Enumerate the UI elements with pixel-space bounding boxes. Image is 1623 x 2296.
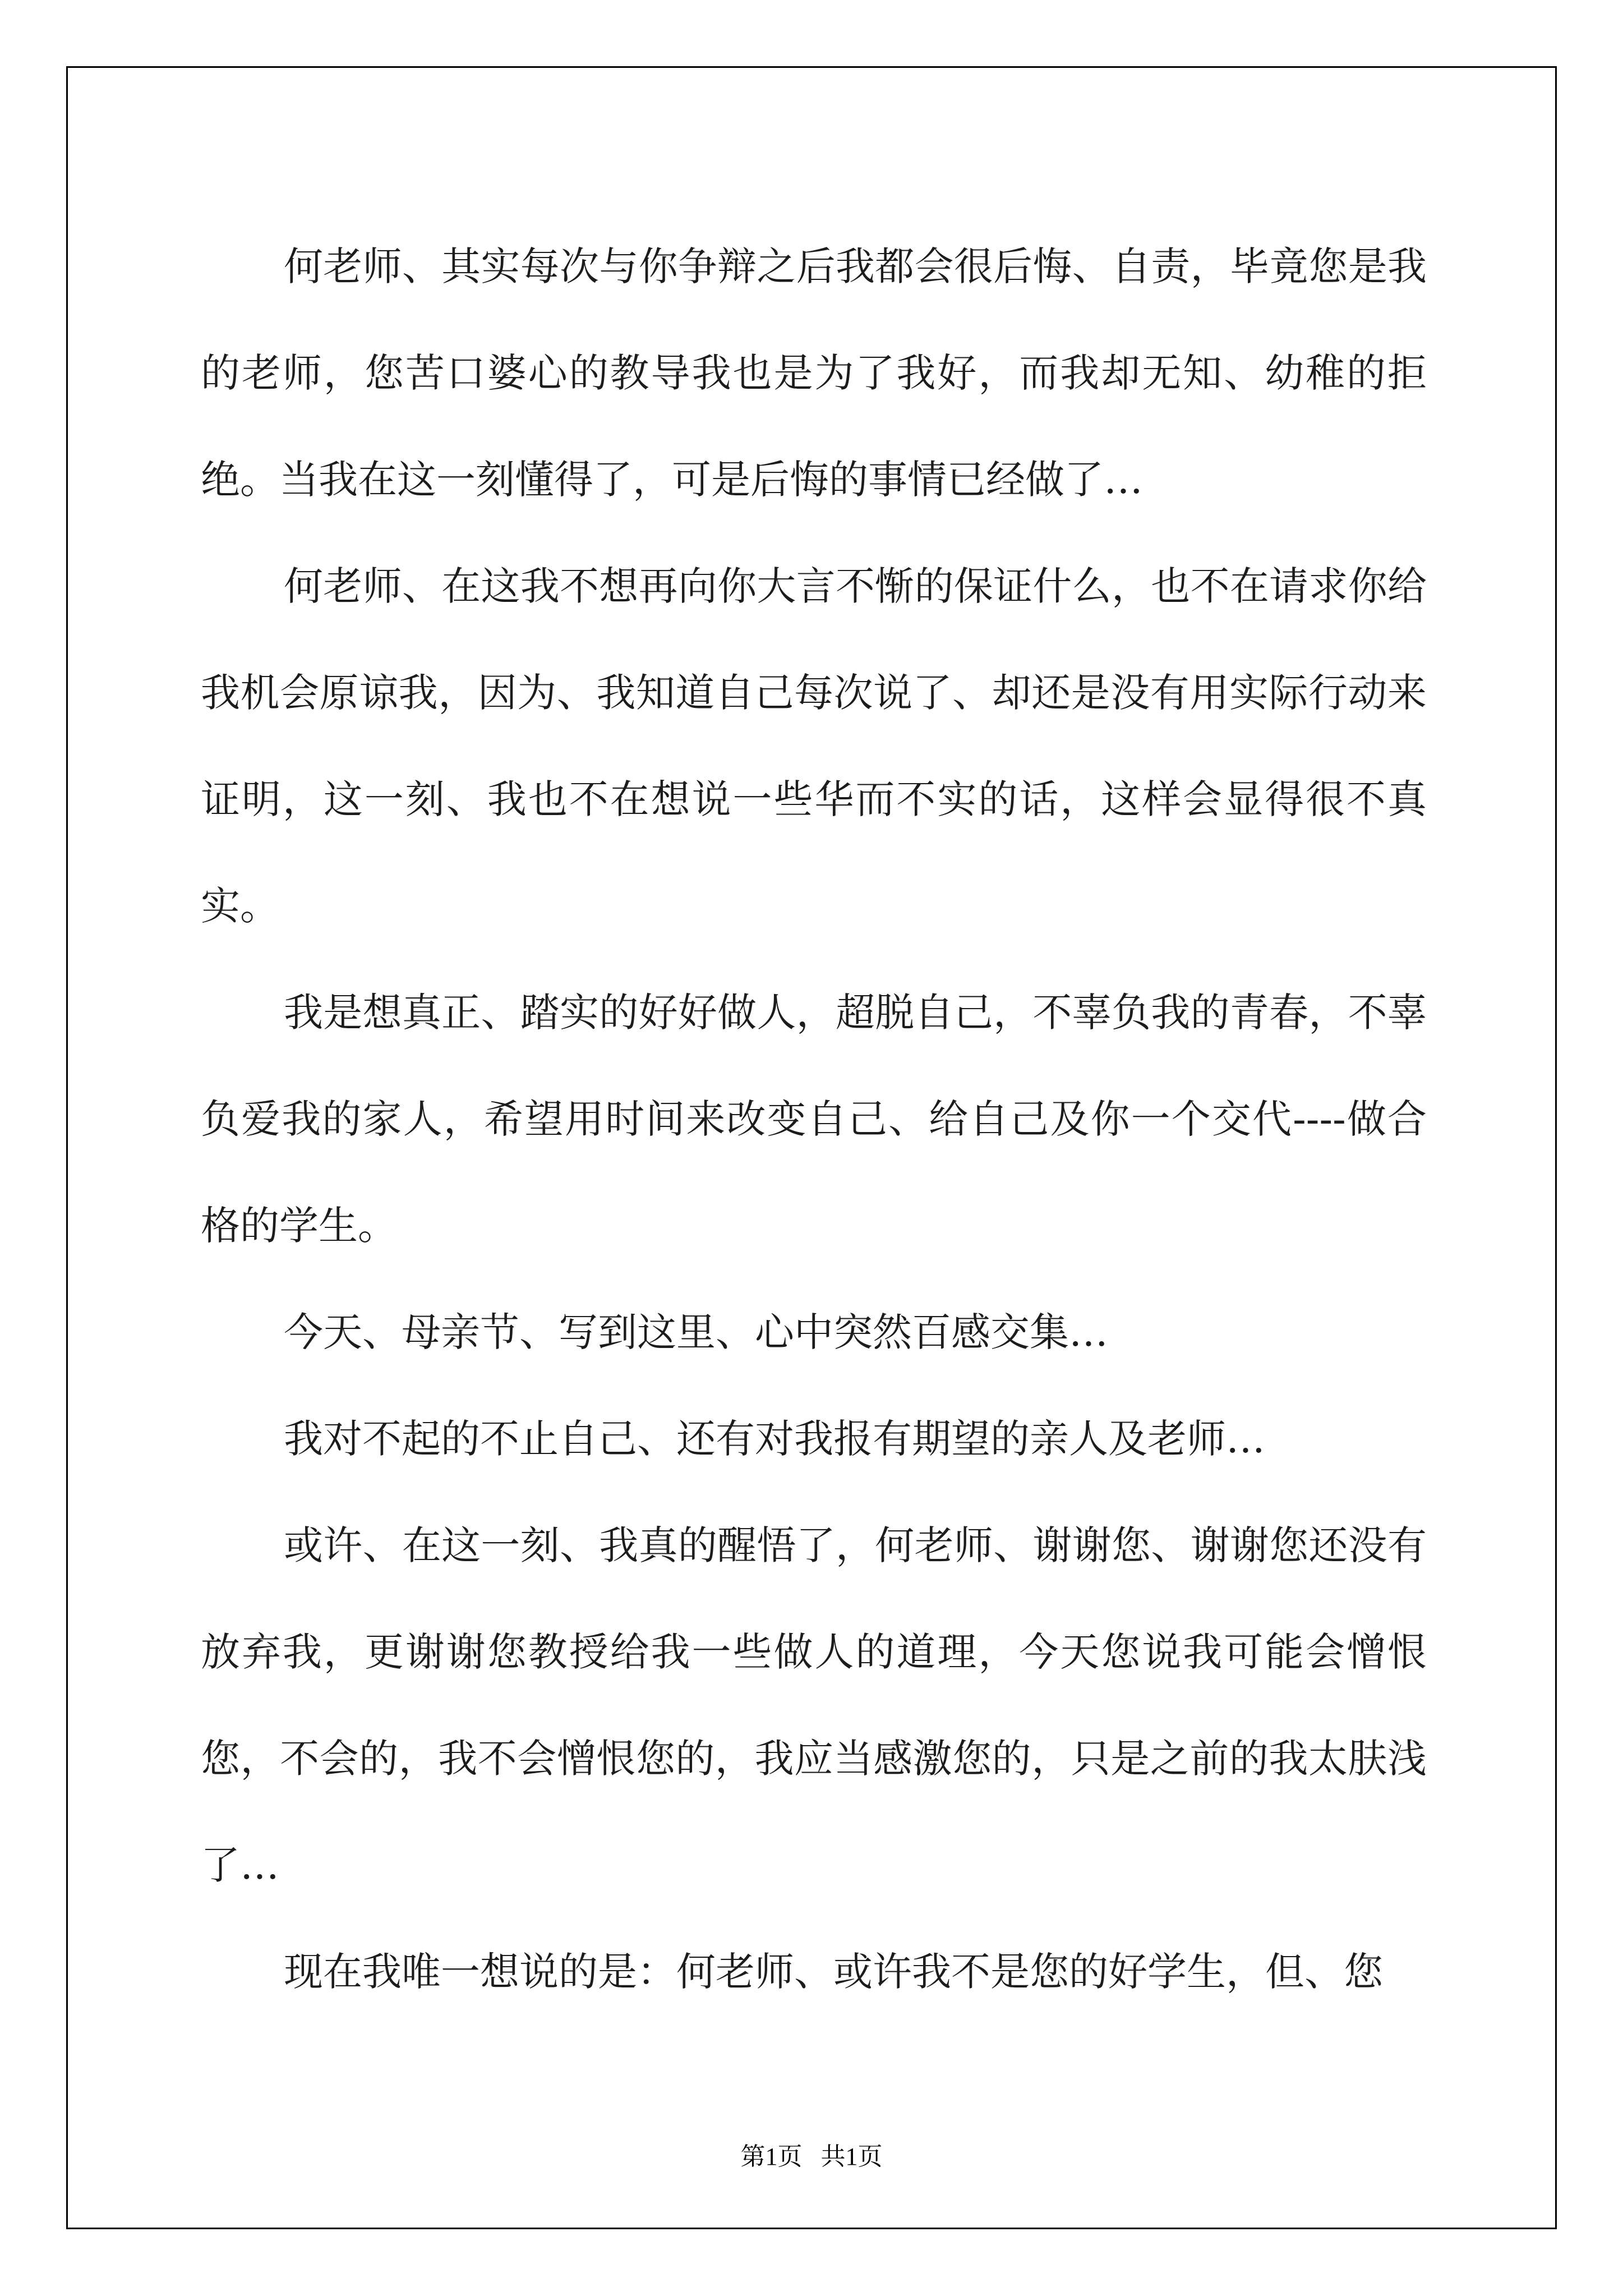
page-number-footer: 第1页 共1页 [740, 2143, 883, 2170]
paragraph-5: 我对不起的不止自己、还有对我报有期望的亲人及老师… [284, 1416, 1265, 1462]
paragraph-1: 何老师、其实每次与你争辩之后我都会很后悔、自责，毕竟您是我的老师，您苦口婆心的教导我也是为了我好，而我却无知、幼稚的拒绝。当我在这一刻懂得了，可是后悔的事情已经做了… [201, 243, 1427, 503]
paragraph-3: 我是想真正、踏实的好好做人，超脱自己，不辜负我的青春，不辜负爱我的家人，希望用时间来改变自己、给自己及你一个交代----做合格的学生。 [201, 990, 1427, 1249]
document-body [201, 213, 1427, 2025]
paragraph-7: 现在我唯一想说的是：何老师、或许我不是您的好学生，但、您 [284, 1949, 1383, 1995]
paragraph-4: 今天、母亲节、写到这里、心中突然百感交集… [284, 1309, 1108, 1355]
paragraph-2: 何老师、在这我不想再向你大言不惭的保证什么，也不在请求你给我机会原谅我，因为、我知道自己每次说了、却还是没有用实际行动来证明，这一刻、我也不在想说一些华而不实的话，这样会显得很不真实。 [201, 563, 1427, 929]
paragraph-6: 或许、在这一刻、我真的醒悟了，何老师、谢谢您、谢谢您还没有放弃我，更谢谢您教授给我一些做人的道理，今天您说我可能会憎恨您，不会的，我不会憎恨您的，我应当感激您的，只是之前的我太肤浅了… [201, 1522, 1427, 1888]
